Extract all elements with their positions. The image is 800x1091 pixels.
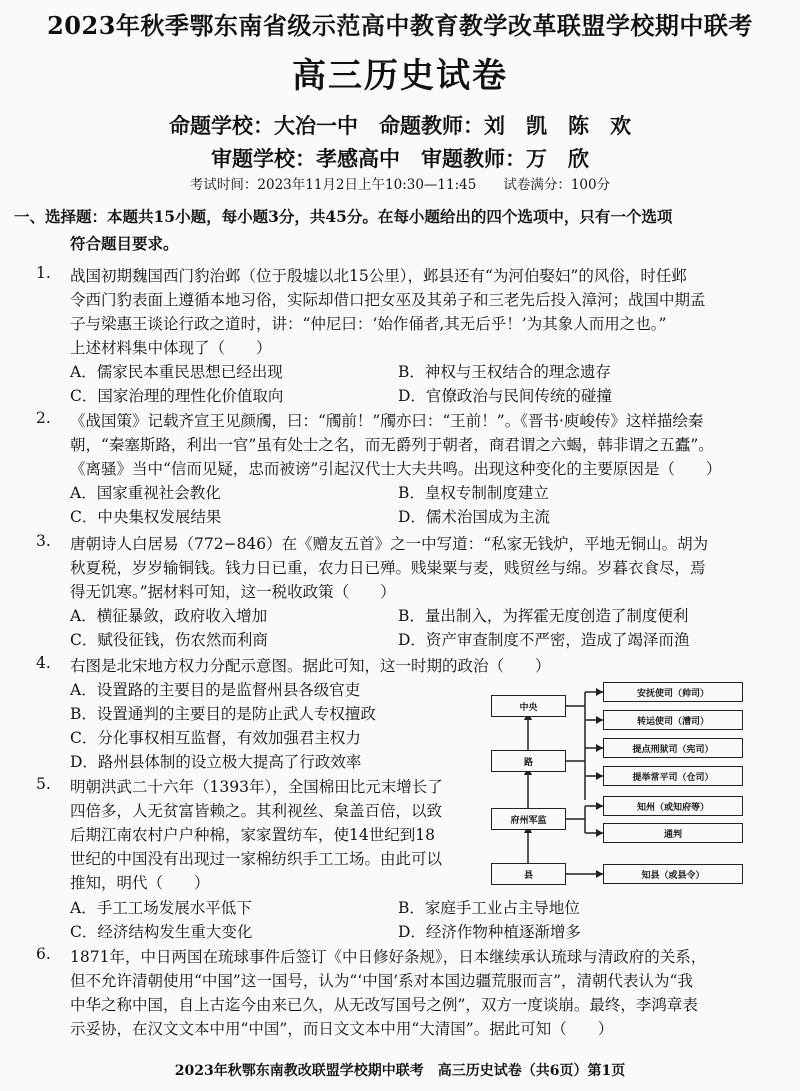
exam-info: 考试时间：2023年11月2日上午10:30—11:45 试卷满分：100分: [189, 177, 611, 193]
q2-option-a[interactable]: A．国家重视社会教化: [70, 484, 221, 502]
q5-option-b[interactable]: B．家庭手工业占主导地位: [398, 899, 580, 917]
page-footer: 2023年秋鄂东南教改联盟学校期中联考 高三历史试卷（共6页）第1页: [174, 1063, 626, 1079]
diagram-node-xian: 县: [491, 863, 566, 885]
q2-number: 2.: [36, 409, 51, 427]
q3-line: 唐朝诗人白居易（772−846）在《赠友五首》之一中写道：“私家无钱炉，平地无铜山。胡为: [70, 535, 709, 553]
diagram-node-tiju: 提举常平司（仓司）: [603, 766, 743, 786]
q1-line: 上述材料集中体现了（ ）: [70, 339, 272, 357]
q2-option-d[interactable]: D．儒术治国成为主流: [398, 508, 550, 526]
reviewer-line: 审题学校：孝感高中 审题教师：万 欣: [211, 146, 589, 171]
q3-option-d[interactable]: D．资产审查制度不严密，造成了竭泽而渔: [398, 631, 690, 649]
q2-line: 《离骚》当中“信而见疑，忠而被谤”引起汉代士大夫共鸣。出现这种变化的主要原因是（ ）: [70, 460, 722, 478]
q1-option-d[interactable]: D．官僚政治与民间传统的碰撞: [398, 387, 612, 405]
q1-option-b[interactable]: B．神权与王权结合的理念遗存: [398, 363, 611, 381]
q5-option-c[interactable]: C．经济结构发生重大变化: [70, 923, 253, 941]
diagram-node-zhizhou: 知州（或知府等）: [603, 796, 743, 816]
q5-line: 明朝洪武二十六年（1393年），全国棉田比元末增长了: [70, 778, 443, 796]
q4-number: 4.: [36, 654, 51, 672]
q2-option-c[interactable]: C．中央集权发展结果: [70, 508, 222, 526]
q5-option-d[interactable]: D．经济作物种植逐渐增多: [398, 923, 581, 941]
q2-line: 朝，“秦塞斯路，利出一官”虽有处士之名，而无爵列于朝者，商君谓之六蝎，韩非谓之五蠹”。: [70, 436, 714, 454]
q4-option-b[interactable]: B．设置通判的主要目的是防止武人专权擅政: [70, 705, 376, 723]
diagram-node-zhixian: 知县（或县令）: [603, 864, 743, 884]
q5-line: 推知，明代（ ）: [70, 874, 210, 892]
q2-line: 《战国策》记载齐宣王见颜斶，曰：“斶前！”斶亦曰：“王前！”。《晋书·庾峻传》这样描绘秦: [70, 412, 704, 430]
diagram-node-tidian: 提点刑狱司（宪司）: [603, 738, 743, 758]
section-heading: 一、选择题：本题共15小题，每小题3分，共45分。在每小题给出的四个选项中，只有一个选项: [14, 207, 673, 226]
q1-option-a[interactable]: A．儒家民本重民思想已经出现: [70, 363, 283, 381]
proposer-line: 命题学校：大冶一中 命题教师：刘 凯 陈 欢: [169, 113, 631, 138]
q5-option-a[interactable]: A．手工工场发展水平低下: [70, 899, 252, 917]
q4-option-d[interactable]: D．路州县体制的设立极大提高了行政效率: [70, 753, 362, 771]
q5-line: 世纪的中国没有出现过一家棉纺织手工工场。由此可以: [70, 850, 443, 868]
q1-option-c[interactable]: C．国家治理的理性化价值取向: [70, 387, 284, 405]
q1-line: 子与梁惠王谈论行政之道时，讲：“仲尼曰：‘始作俑者,其无后乎！’为其象人而用之也。”: [70, 315, 667, 333]
diagram-node-central: 中央: [491, 695, 566, 717]
q1-number: 1.: [36, 264, 51, 282]
q6-line: 但不允许清朝使用“中国”这一国号，认为“‘中国’系对本国边疆荒服而言”，清朝代表认为“我: [70, 972, 693, 990]
q5-line: 四倍多，人无贫富皆赖之。其利视丝、枲盖百倍，以致: [70, 802, 443, 820]
q6-line: 示妥协，在汉文文本中用“中国”，而日文文本中用“大清国”。据此可知（ ）: [70, 1020, 614, 1038]
q5-line: 后期江南农村户户种棉，家家置纺车，使14世纪到18: [70, 826, 435, 844]
diagram-node-anfu: 安抚使司（帅司）: [603, 682, 743, 702]
q3-line: 秋夏税，岁岁输铜钱。钱力日已重，农力日已殚。贱粜粟与麦，贱贸丝与绵。岁暮衣食尽，焉: [70, 559, 706, 577]
q2-option-b[interactable]: B．皇权专制制度建立: [398, 484, 549, 502]
q3-line: 得无饥寒。”据材料可知，这一税收政策（ ）: [70, 583, 396, 601]
q6-line: 中华之称中国，自上古迄今由来已久，从无改写国号之例”，双方一度谈崩。最终，李鸿章表: [70, 996, 698, 1014]
q5-number: 5.: [36, 775, 51, 793]
q4-option-a[interactable]: A．设置路的主要目的是监督州县各级官吏: [70, 681, 361, 699]
exam-title: 2023年秋季鄂东南省级示范高中教育教学改革联盟学校期中联考: [47, 11, 753, 40]
section-heading-cont: 符合题目要求。: [70, 234, 179, 253]
q1-line: 战国初期魏国西门豹治邺（位于殷墟以北15公里），邺县还有“为河伯娶妇”的风俗，时任邺: [70, 267, 687, 285]
q3-option-a[interactable]: A．横征暴敛，政府收入增加: [70, 607, 268, 625]
q1-line: 令西门豹表面上遵循本地习俗，实际却借口把女巫及其弟子和三老先后投入漳河；战国中期孟: [70, 291, 706, 309]
q3-number: 3.: [36, 532, 51, 550]
subject-title: 高三历史试卷: [292, 56, 508, 96]
q4-line: 右图是北宋地方权力分配示意图。据此可知，这一时期的政治（ ）: [70, 657, 551, 675]
q3-option-c[interactable]: C．赋役征钱，伤农然而利商: [70, 631, 268, 649]
q4-option-c[interactable]: C．分化事权相互监督，有效加强君主权力: [70, 729, 361, 747]
diagram-node-lu: 路: [491, 750, 566, 772]
diagram-node-zhuanyun: 转运使司（漕司）: [603, 710, 743, 730]
q6-line: 1871年，中日两国在琉球事件后签订《中日修好条规》，日本继续承认琉球与清政府的关系，: [70, 948, 707, 966]
diagram-node-fuzhou: 府州军监: [491, 808, 566, 830]
diagram-node-tongpan: 通判: [603, 823, 743, 843]
q3-option-b[interactable]: B．量出制入，为挥霍无度创造了制度便利: [398, 607, 689, 625]
q6-number: 6.: [36, 945, 51, 963]
